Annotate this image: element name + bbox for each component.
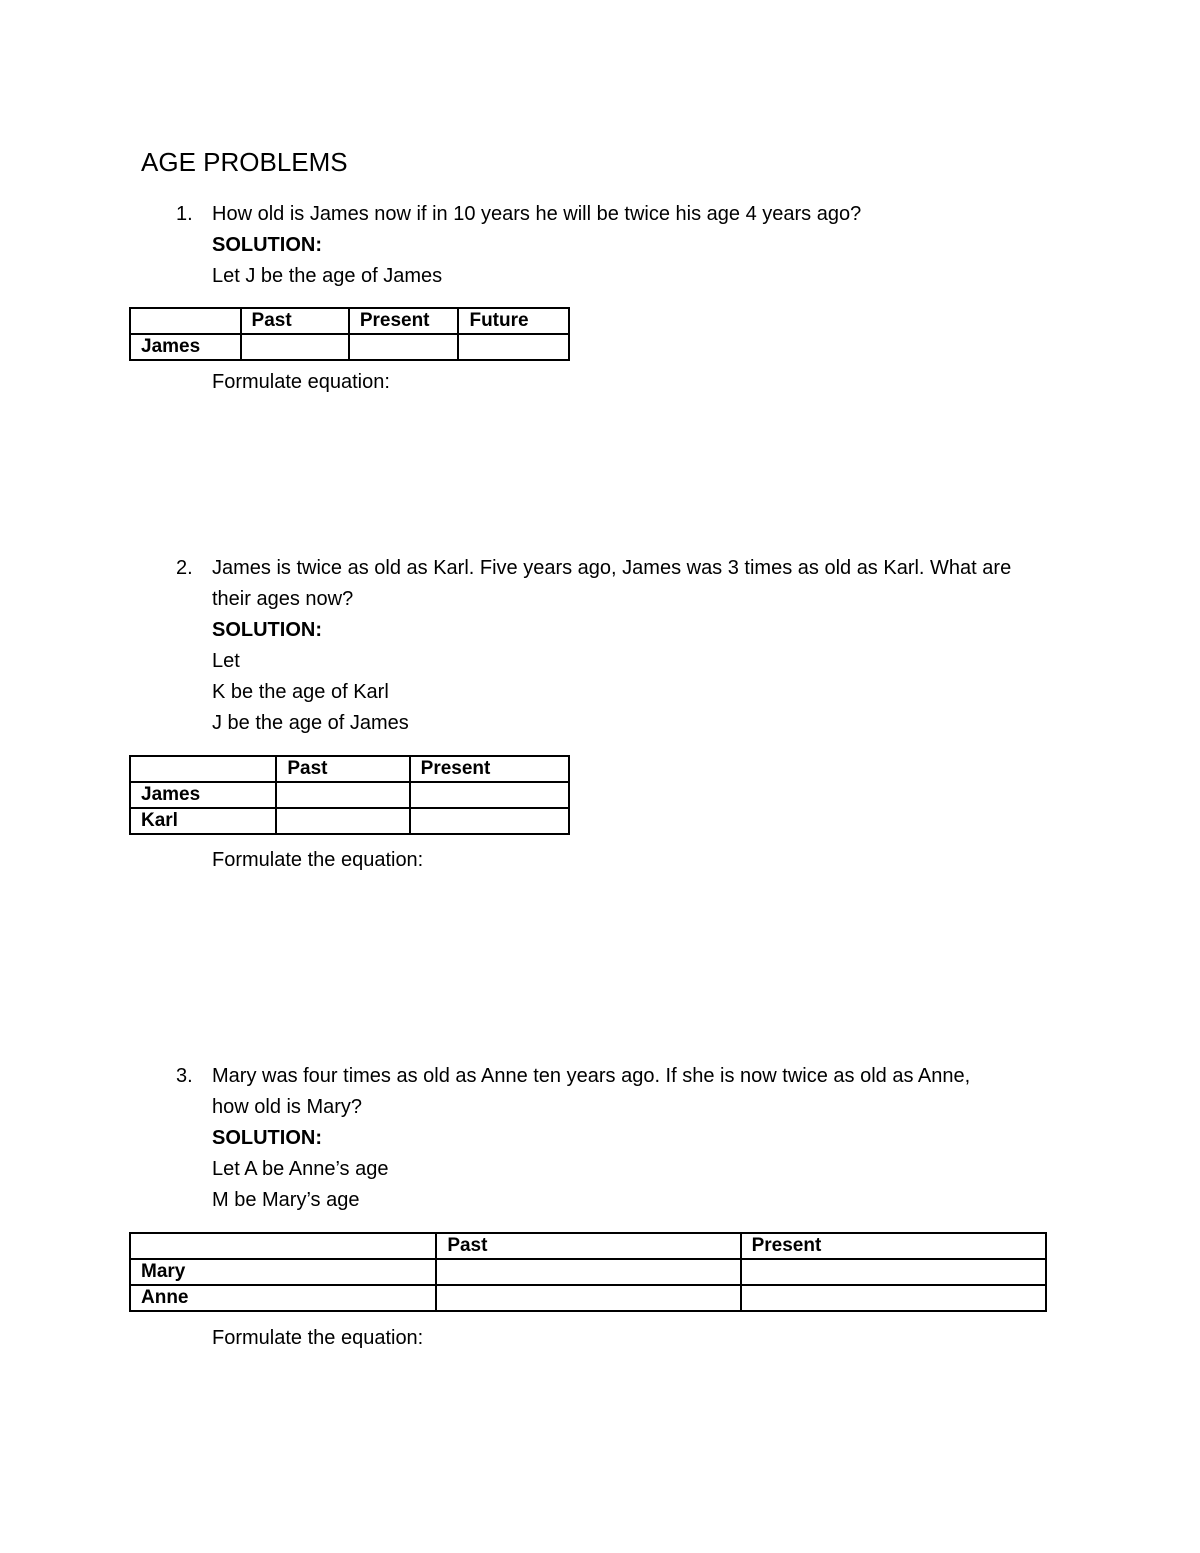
problem-3-let-line: M be Mary’s age: [212, 1189, 360, 1211]
table-row-label: Karl: [130, 808, 276, 834]
table-cell: [241, 334, 349, 360]
problem-2-body: [212, 553, 1011, 739]
table-cell: [436, 1259, 740, 1285]
table-cell: [410, 782, 569, 808]
table-header-cell: [130, 1233, 436, 1259]
table-cell: [741, 1285, 1046, 1311]
problem-3-let-line: Let A be Anne’s age: [212, 1158, 389, 1180]
table-row: [130, 1259, 1046, 1285]
problem-2-formulate: Formulate the equation:: [212, 849, 424, 871]
problem-3-solution-label: SOLUTION:: [212, 1127, 322, 1149]
table-header-cell: [130, 308, 241, 334]
problem-2-let-line: Let: [212, 650, 240, 672]
table-header-cell: [130, 756, 276, 782]
table-header-cell: Present: [741, 1233, 1046, 1259]
problem-2-let-line: K be the age of Karl: [212, 681, 389, 703]
table-row: [130, 1285, 1046, 1311]
table-header-row: [130, 756, 569, 782]
problem-2-let-line: J be the age of James: [212, 712, 409, 734]
problem-2-question-line: their ages now?: [212, 588, 354, 610]
table-row: [130, 808, 569, 834]
problem-2-question-line: James is twice as old as Karl. Five years ago, James was 3 times as old as Karl. What are: [212, 557, 1012, 579]
problem-3-question-line: how old is Mary?: [212, 1096, 363, 1118]
problem-1-formulate: Formulate equation:: [212, 371, 390, 393]
table-cell: [741, 1259, 1046, 1285]
table-row-label: Mary: [130, 1259, 436, 1285]
table-cell: [276, 808, 409, 834]
table-row-label: James: [130, 782, 276, 808]
problem-3-body: [212, 1061, 970, 1216]
table-cell: [436, 1285, 740, 1311]
table-header-cell: Future: [458, 308, 569, 334]
table-header-cell: Past: [241, 308, 349, 334]
table-header-row: [130, 308, 569, 334]
page-title: AGE PROBLEMS: [141, 147, 348, 177]
table-row: [130, 334, 569, 360]
table-header-cell: Present: [349, 308, 459, 334]
table-header-row: [130, 1233, 1046, 1259]
problem-2-solution-label: SOLUTION:: [212, 619, 322, 641]
problem-1-table: [129, 307, 570, 361]
problem-1-number: 1.: [176, 203, 193, 225]
table-header-cell: Past: [276, 756, 409, 782]
problem-1-question-line: How old is James now if in 10 years he will be twice his age 4 years ago?: [212, 203, 862, 225]
problem-2-number: 2.: [176, 557, 193, 579]
problem-3-table: [129, 1232, 1047, 1312]
problem-3-question-line: Mary was four times as old as Anne ten years ago. If she is now twice as old as Anne,: [212, 1065, 971, 1087]
table-cell: [349, 334, 459, 360]
problem-1-let-line: Let J be the age of James: [212, 265, 443, 287]
problem-1-solution-label: SOLUTION:: [212, 234, 322, 256]
table-row-label: Anne: [130, 1285, 436, 1311]
table-header-cell: Past: [436, 1233, 740, 1259]
table-row: [130, 782, 569, 808]
table-header-cell: Present: [410, 756, 569, 782]
problem-3-formulate: Formulate the equation:: [212, 1327, 424, 1349]
table-cell: [458, 334, 569, 360]
problem-3-number: 3.: [176, 1065, 193, 1087]
problem-2-table: [129, 755, 570, 835]
table-cell: [410, 808, 569, 834]
table-row-label: James: [130, 334, 241, 360]
table-cell: [276, 782, 409, 808]
problem-1-body: [212, 199, 861, 292]
